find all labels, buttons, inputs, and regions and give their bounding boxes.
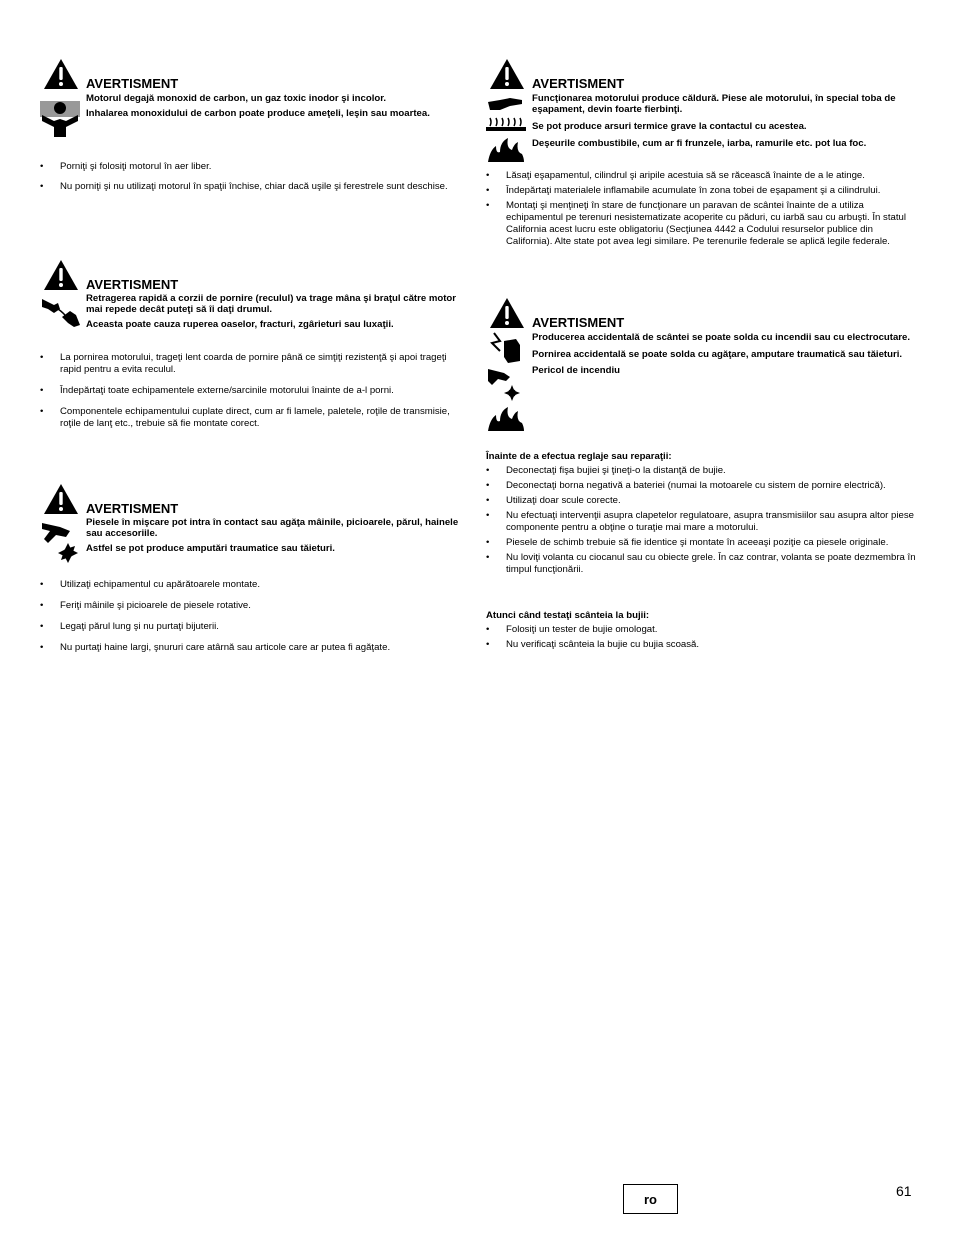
- rotating-parts-icon: [40, 519, 82, 565]
- fire-icon: [486, 405, 526, 433]
- list-item: • Deconectaţi borna negativă a bateriei (numai la motoarele cu sistem de pornire electrică).: [486, 480, 916, 492]
- list-item: • Feriţi mâinile şi picioarele de piesele rotative.: [40, 600, 470, 612]
- language-code-box: ro: [623, 1184, 678, 1214]
- warning-text: Astfel se pot produce amputări traumatice sau tăieturi.: [86, 543, 335, 554]
- warning-text: Producerea accidentală de scântei se poate solda cu incendii sau cu electrocutare.: [532, 332, 911, 343]
- warning-text: Retragerea rapidă a corzii de pornire (reculul) va trage mâna şi braţul către motor mai repede decât puteţi să îi daţi drumul.: [86, 293, 457, 315]
- list-item: • Îndepărtaţi materialele inflamabile acumulate în zona tobei de eşapament şi a cilindrului.: [486, 185, 916, 197]
- list-item: • Nu verificaţi scânteia la bujie cu bujia scoasă.: [486, 639, 916, 651]
- hot-surface-icon: [486, 116, 526, 132]
- bullet-list: [40, 161, 470, 193]
- bullet-list: [40, 352, 470, 430]
- warning-text: Pornirea accidentală se poate solda cu agăţare, amputare traumatică sau tăieturi.: [532, 349, 903, 360]
- list-item: • La pornirea motorului, trageţi lent coarda de pornire până ce simţiţi rezistenţă şi apoi trageţi rapid pentru a evita reculul.: [40, 352, 470, 376]
- list-item: • Utilizaţi echipamentul cu apărătoarele montate.: [40, 579, 470, 591]
- section-heading: Înainte de a efectua reglaje sau reparaţii:: [486, 451, 672, 462]
- bullet-list: [486, 465, 916, 576]
- warning-triangle-icon: [489, 297, 525, 329]
- warning-title: AVERTISMENT: [532, 315, 625, 330]
- list-item: • Componentele echipamentului cuplate direct, cum ar fi lamele, paletele, roţile de transmisie, roţile de lanţ etc., trebuie să fie montate corect.: [40, 406, 470, 430]
- list-item: • Lăsaţi eşapamentul, cilindrul şi aripile acestuia să se răcească înainte de a le atinge.: [486, 170, 916, 182]
- list-item: • Nu purtaţi haine largi, şnururi care atârnă sau articole care ar putea fi agăţate.: [40, 642, 470, 654]
- bullet-list: [40, 579, 470, 654]
- list-item: • Piesele de schimb trebuie să fie identice şi montate în aceeaşi poziţie ca piesele originale.: [486, 537, 916, 549]
- warning-triangle-icon: [43, 58, 79, 90]
- warning-text: Pericol de incendiu: [532, 365, 620, 376]
- hot-surface-hand-icon: [486, 94, 526, 114]
- warning-triangle-icon: [43, 483, 79, 515]
- list-item: • Utilizaţi doar scule corecte.: [486, 495, 916, 507]
- warning-title: AVERTISMENT: [86, 277, 179, 292]
- fire-icon: [486, 136, 526, 164]
- list-item: • Deconectaţi fişa bujiei şi ţineţi-o la distanţă de bujie.: [486, 465, 916, 477]
- toxic-gas-icon: [40, 99, 80, 139]
- page-number: 61: [896, 1183, 912, 1199]
- list-item: • Îndepărtaţi toate echipamentele externe/sarcinile motorului înainte de a-l porni.: [40, 385, 470, 397]
- kickback-hand-icon: [40, 295, 82, 329]
- warning-text: Motorul degajă monoxid de carbon, un gaz toxic inodor şi incolor.: [86, 93, 387, 104]
- list-item: • Montaţi şi menţineţi în stare de funcţionare un paravan de scântei înainte de a utiliza echipamentul pe terenuri nesistematizate acoperite cu păduri, cu iarbă sau cu arbuşti. În statul California acest lucru este obligatoriu (Secţiunea 4442 a Codului resurselor publice din California). Alte state pot avea legi similare. Pe terenurile federale se aplică legile federale.: [486, 200, 916, 248]
- warning-text: Piesele în mişcare pot intra în contact sau agăţa mâinile, picioarele, părul, hainele sau accesoriile.: [86, 517, 459, 539]
- warning-text: Inhalarea monoxidului de carbon poate produce ameţeli, leşin sau moartea.: [86, 108, 430, 119]
- warning-title: AVERTISMENT: [86, 76, 179, 91]
- list-item: • Folosiţi un tester de bujie omologat.: [486, 624, 916, 636]
- section-heading: Atunci când testaţi scânteia la bujii:: [486, 610, 650, 621]
- warning-text: Se pot produce arsuri termice grave la contactul cu acestea.: [532, 121, 807, 132]
- bullet-list: [486, 624, 916, 651]
- list-item: • Nu efectuaţi intervenţii asupra clapetelor regulatoare, asupra transmisiilor sau asupra altor piese componente pentru a obţine o turaţie mai mare a motorului.: [486, 510, 916, 534]
- list-item: • Porniţi şi folosiţi motorul în aer liber.: [40, 161, 470, 173]
- warning-title: AVERTISMENT: [86, 501, 179, 516]
- list-item: • Nu porniţi şi nu utilizaţi motorul în spaţii închise, chiar dacă uşile şi ferestrele sunt deschise.: [40, 181, 470, 193]
- bullet-list: [486, 170, 916, 248]
- list-item: • Legaţi părul lung şi nu purtaţi bijuterii.: [40, 621, 470, 633]
- warning-text: Aceasta poate cauza ruperea oaselor, fracturi, zgârieturi sau luxaţii.: [86, 319, 394, 330]
- electric-shock-icon: [486, 331, 526, 365]
- entanglement-icon: [486, 367, 526, 403]
- warning-text: Funcţionarea motorului produce căldură. Piese ale motorului, în special toba de eşapament, devin foarte fierbinţi.: [532, 93, 896, 115]
- warning-text: Deşeurile combustibile, cum ar fi frunzele, iarba, ramurile etc. pot lua foc.: [532, 138, 867, 149]
- warning-triangle-icon: [489, 58, 525, 90]
- warning-title: AVERTISMENT: [532, 76, 625, 91]
- list-item: • Nu loviţi volanta cu ciocanul sau cu obiecte grele. În caz contrar, volanta se poate dezmembra în timpul funcţionării.: [486, 552, 916, 576]
- warning-triangle-icon: [43, 259, 79, 291]
